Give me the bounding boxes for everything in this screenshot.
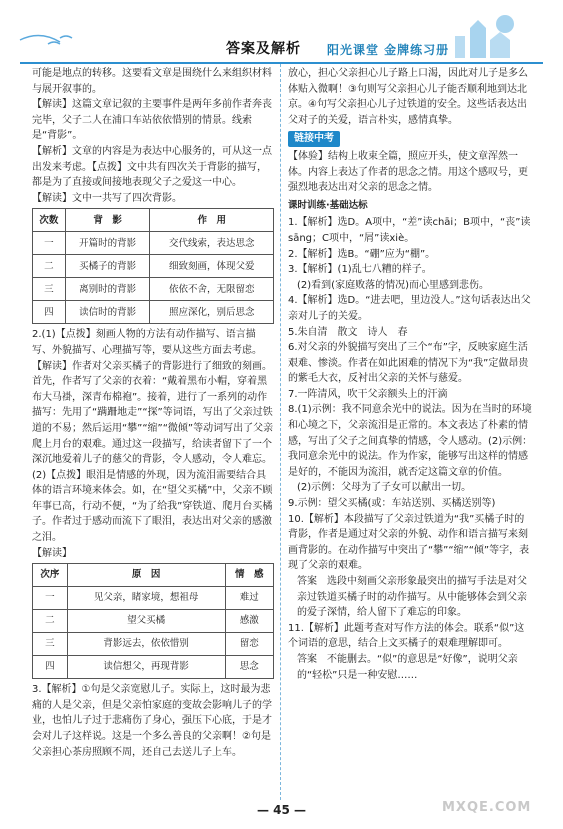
answer-item: (2)示例：父母为了子女可以献出一切。 xyxy=(297,482,472,494)
table-cell: 照应深化，别后思念 xyxy=(150,301,274,324)
page-number: — 45 — xyxy=(256,803,307,817)
paragraph: 【解读】作者对父亲买橘子的背影进行了细致的刻画。首先，作者写了父亲的衣着：“戴着黑布小帽，穿着黑布大马褂，深青布棉袍”。接着，进行了一系列的动作描写：先用了“蹒跚地走”“探”等词语，写出了父亲过铁道的不易；然后运用“攀”“缩”“微倾”等动词写出了父亲爬上月台的艰难。通过这一段描写，给读者留下了一个深沉地爱着儿子的慈父的背影，令人感动，令人难忘。 xyxy=(32,360,274,466)
table-row xyxy=(33,255,274,278)
header-title: 答案及解析 xyxy=(226,41,301,57)
table-cell: 开篇时的背影 xyxy=(65,232,150,255)
table-cell: 三 xyxy=(33,278,66,301)
answer-item: 9.示例：望父买橘(或：车站送别、买橘送别等) xyxy=(288,498,496,510)
answer-item: 11.【解析】此题考查对写作方法的体会。联系“似”这个词语的意思，结合上文买橘子的艰难理解即可。 xyxy=(288,622,525,650)
table-cell: 买橘子的背影 xyxy=(65,255,150,278)
table-cell: 望父买橘 xyxy=(67,610,225,633)
answer-item: 5.朱自清 散文 诗人 春 xyxy=(288,326,408,338)
answer-item: 10.【解析】本段描写了父亲过铁道为“我”买橘子时的背影，作者是通过对父亲的外貌、动作和语言描写来刻画背影的。在动作描写中突出了“攀”“缩”“倾”等字，表现了父亲的艰难。 xyxy=(288,513,530,572)
paragraph: 【解读】文中一共写了四次背影。 xyxy=(32,192,182,204)
table-cell: 留恋 xyxy=(225,633,273,656)
answer-item: 答案 选段中刻画父亲形象最突出的描写手法是对父亲过铁道买橘子时的动作描写。从中能够体会到父亲的爱子深情，给人留下了难忘的印象。 xyxy=(297,576,527,619)
paragraph: 2.(1)【点拨】刻画人物的方法有动作描写、语言描写、外貌描写、心理描写等，要从这些方面去考虑。 xyxy=(32,329,262,356)
subsection-heading: 课时训练·基础达标 xyxy=(288,199,368,211)
answer-item: 2.【解析】选B。“硼”应为“棚”。 xyxy=(288,248,436,260)
answer-item: 答案 不能删去。“似”的意思是“好像”，说明父亲的“轻松”只是一种安慰…… xyxy=(297,653,518,681)
table-cell: 一 xyxy=(33,232,66,255)
table-cell: 感激 xyxy=(225,610,273,633)
paragraph: 3.【解析】①句是父亲宽慰儿子。实际上，这时最为悲痛的人是父亲，但是父亲怕家庭的变故会影响儿子的学业，也怕儿子过于悲痛伤了身心，强压下心底，于是才会对儿子这样说。这是一个多么善良的父亲啊！②句是父亲担心茶房照顾不周，还自己去送儿子上车。 xyxy=(32,684,272,758)
page-header xyxy=(0,0,563,74)
table-cell: 四 xyxy=(33,301,66,324)
paragraph: 【解读】这篇文章记叙的主要事件是两年多前作者奔丧完毕，父子二人在浦口车站依依惜别的情景。线索是“背影”。 xyxy=(32,99,272,142)
table-row xyxy=(33,278,274,301)
column-divider xyxy=(280,64,281,800)
tears-table xyxy=(32,563,274,679)
backview-table xyxy=(32,208,274,324)
paragraph: (2)【点拨】眼泪是情感的外现，因为流泪需要结合具体的语言环境来体会。如，在“望父买橘”中，父亲不顾年事已高，行动不便，“为了给我”穿铁道、爬月台买橘子。作者过于感动而流下了眼泪，表达出对父亲的感激之泪。 xyxy=(32,469,273,544)
table-cell: 二 xyxy=(33,255,66,278)
table-cell: 三 xyxy=(33,633,68,656)
header-brand: 阳光课堂 金牌练习册 xyxy=(327,43,450,57)
table-header: 作 用 xyxy=(150,209,274,232)
left-column xyxy=(32,66,274,760)
table-cell: 背影远去，依依惜别 xyxy=(67,633,225,656)
table-row xyxy=(33,301,274,324)
table-cell: 依依不舍，无限留恋 xyxy=(150,278,274,301)
table-cell: 思念 xyxy=(225,656,273,679)
table-cell: 见父亲，睹家境，想祖母 xyxy=(67,587,225,610)
section-heading: 链接中考 xyxy=(288,131,340,147)
table-cell: 交代线索，表达思念 xyxy=(150,232,274,255)
paragraph: 【体验】结构上收束全篇，照应开头，使文章浑然一体。内容上表达了作者的思念之情。用这个感叹号，更强烈地表达出对父亲的思念之情。 xyxy=(288,150,528,194)
answer-item: 8.(1)示例：我不同意余光中的说法。因为在当时的环境和心境之下，父亲流泪是正常的。本文表达了朴素的情感，写出了父子之间真挚的情感，令人感动。(2)示例：我同意余光中的说法。作为作家，能够写出这样的情感是好的，不能因为流泪，就否定这篇文章的价值。 xyxy=(288,404,533,478)
table-row xyxy=(33,587,274,610)
answer-item: (2)看到(家庭败落的情况)而心里感到悲伤。 xyxy=(297,279,489,291)
answer-item: 7.一阵清风，吹干父亲额头上的汗滴 xyxy=(288,388,448,400)
table-cell: 二 xyxy=(33,610,68,633)
answer-item: 1.【解析】选D。A项中，“差”读chāi；B项中，“丧”读sāng；C项中，“屑”读xiè。 xyxy=(288,217,531,244)
paragraph: 放心，担心父亲担心儿子路上口渴，因此对儿子是多么体贴入微啊！③句则写父亲担心儿子能否顺利地到达北京。④句写父亲担心儿子过铁道的安全。这些话表达出父对子的关爱，语言朴实，感情真挚。 xyxy=(288,68,528,126)
right-column xyxy=(288,66,533,683)
table-header: 背 影 xyxy=(65,209,150,232)
answer-item: 6.对父亲的外貌描写突出了三个“布”字，反映家庭生活艰难、惨淡。作者在如此困难的情况下为“我”定做昂贵的紫毛大衣，反衬出父亲的关怀与慈爱。 xyxy=(288,342,529,385)
table-cell: 四 xyxy=(33,656,68,679)
table-row xyxy=(33,633,274,656)
table-cell: 读信想父，再现背影 xyxy=(67,656,225,679)
table-cell: 离别时的背影 xyxy=(65,278,150,301)
answer-item: 4.【解析】选D。“进去吧，里边没人。”这句话表达出父亲对儿子的关爱。 xyxy=(288,295,531,322)
table-header: 次序 xyxy=(33,564,68,587)
table-cell: 难过 xyxy=(225,587,273,610)
table-row xyxy=(33,610,274,633)
table-header: 次数 xyxy=(33,209,66,232)
paragraph: 【解读】 xyxy=(32,547,72,559)
table-row xyxy=(33,656,274,679)
answer-item: 3.【解析】(1)乱七八糟的样子。 xyxy=(288,264,432,276)
table-cell: 读信时的背影 xyxy=(65,301,150,324)
table-cell: 一 xyxy=(33,587,68,610)
table-cell: 细致刻画，体现父爱 xyxy=(150,255,274,278)
table-header: 原 因 xyxy=(67,564,225,587)
watermark: MXQE.COM xyxy=(442,800,532,815)
header-rule xyxy=(20,62,543,64)
paragraph: 可能是地点的转移。这要看文章是围绕什么来组织材料与展开叙事的。 xyxy=(32,68,272,95)
table-header: 情 感 xyxy=(225,564,273,587)
table-row xyxy=(33,232,274,255)
paragraph: 【解析】文章的内容是为表达中心服务的，可从这一点出发来考虑。【点拨】文中共有四次关于背影的描写，都是为了直接或间接地表现父子之爱这一中心。 xyxy=(32,145,272,189)
